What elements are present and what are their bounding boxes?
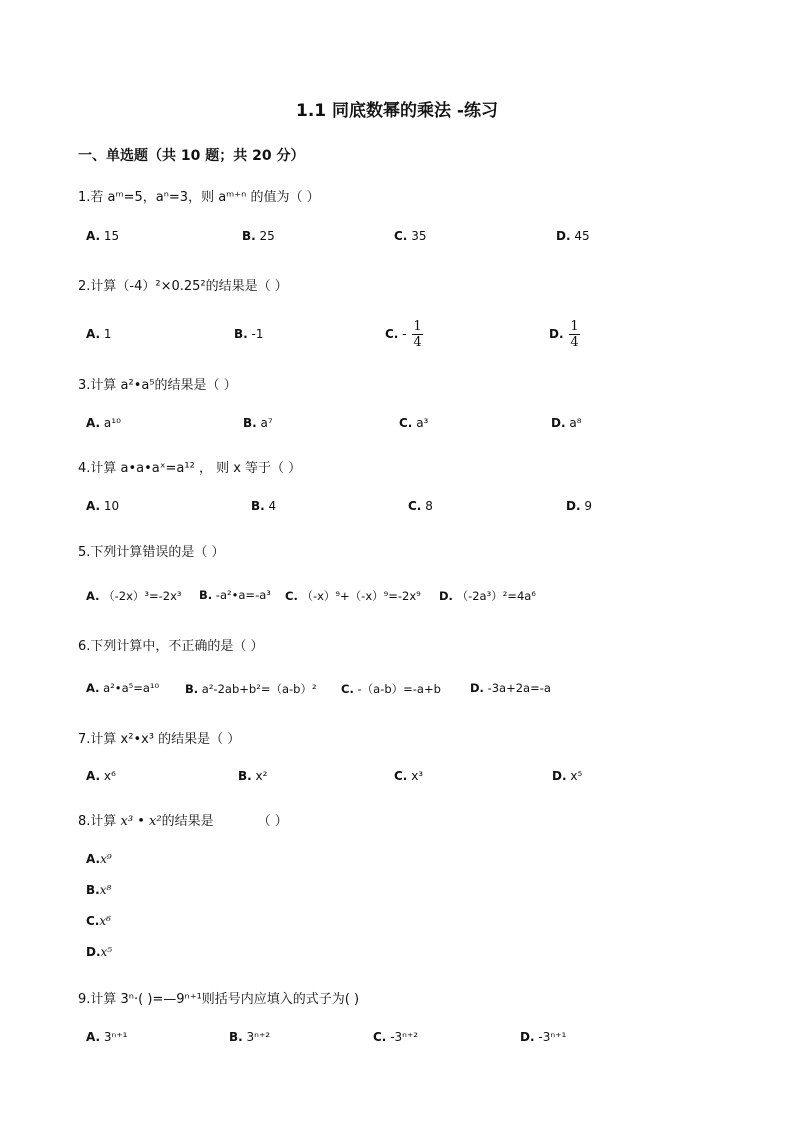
q7-option-a: A. x⁶: [86, 769, 116, 783]
fraction: $\frac{1}{4}$: [570, 319, 579, 350]
q3-option-a: A. a¹⁰: [86, 416, 121, 430]
question-3-stem: 3.计算 a²•a⁵的结果是（ ）: [78, 378, 237, 393]
q3-option-c: C. a³: [399, 416, 429, 430]
question-5-stem: 5.下列计算错误的是（ ）: [78, 545, 225, 560]
q9-option-a: A. 3ⁿ⁺¹: [86, 1030, 128, 1044]
q6-option-a: A. a²•a⁵=a¹⁰: [86, 681, 160, 695]
q3-option-b: B. a⁷: [243, 416, 273, 430]
q5-option-a: A. （-2x）³=-2x³: [86, 589, 182, 603]
q6-option-d: D. -3a+2a=-a: [470, 681, 551, 695]
q7-option-c: C. x³: [394, 769, 424, 783]
page-title: 1.1 同底数幂的乘法 -练习: [295, 101, 498, 121]
q1-option-d: D. 45: [556, 229, 590, 243]
fraction: $\frac{1}{4}$: [413, 319, 422, 350]
q2-option-a: A. 1: [86, 327, 112, 341]
question-8-stem: 8.计算 x³ • x²的结果是 （ ）: [78, 814, 288, 829]
q2-option-b: B. -1: [234, 327, 264, 341]
q9-option-b: B. 3ⁿ⁺²: [229, 1030, 271, 1044]
question-6-stem: 6.下列计算中，不正确的是（ ）: [78, 639, 264, 654]
q1-option-c: C. 35: [394, 229, 427, 243]
q3-option-d: D. a⁸: [551, 416, 582, 430]
q8-option-d: D.x⁵: [86, 945, 113, 959]
q7-option-b: B. x²: [238, 769, 268, 783]
q5-option-b: B. -a²•a=-a³: [199, 588, 271, 602]
q7-option-d: D. x⁵: [552, 769, 583, 783]
question-9-stem: 9.计算 3ⁿ·( )=—9ⁿ⁺¹则括号内应填入的式子为( ): [78, 992, 360, 1007]
q9-option-c: C. -3ⁿ⁺²: [373, 1030, 419, 1044]
question-2-stem: 2.计算（-4）²×0.25²的结果是（ ）: [78, 279, 288, 294]
q4-option-d: D. 9: [566, 499, 592, 513]
q8-option-b: B.x⁸: [86, 883, 112, 897]
q1-option-b: B. 25: [242, 229, 275, 243]
q4-option-c: C. 8: [408, 499, 433, 513]
q8-option-a: A.x⁹: [86, 852, 112, 866]
question-1-stem: 1.若 aᵐ=5，aⁿ=3，则 aᵐ⁺ⁿ 的值为（ ）: [78, 190, 320, 205]
q2-option-c: C. - $\frac{1}{4}$: [385, 319, 422, 350]
q1-option-a: A. 15: [86, 229, 120, 243]
q6-option-b: B. a²-2ab+b²=（a-b）²: [185, 682, 317, 696]
question-7-stem: 7.计算 x²•x³ 的结果是（ ）: [78, 732, 241, 747]
section-heading: 一、单选题（共 10 题；共 20 分）: [78, 148, 305, 164]
q2-option-d: D. $\frac{1}{4}$: [549, 319, 579, 350]
q5-option-d: D. （-2a³）²=4a⁶: [439, 589, 536, 603]
q6-option-c: C. -（a-b）=-a+b: [341, 682, 441, 696]
q4-option-b: B. 4: [251, 499, 277, 513]
q4-option-a: A. 10: [86, 499, 120, 513]
q8-option-c: C.x⁶: [86, 914, 111, 928]
math-expression: x³ • x²: [120, 814, 162, 829]
q9-option-d: D. -3ⁿ⁺¹: [520, 1030, 567, 1044]
question-4-stem: 4.计算 a•a•aˣ=a¹² ， 则 x 等于（ ）: [78, 461, 302, 476]
q5-option-c: C. （-x）⁹+（-x）⁹=-2x⁹: [285, 589, 421, 603]
